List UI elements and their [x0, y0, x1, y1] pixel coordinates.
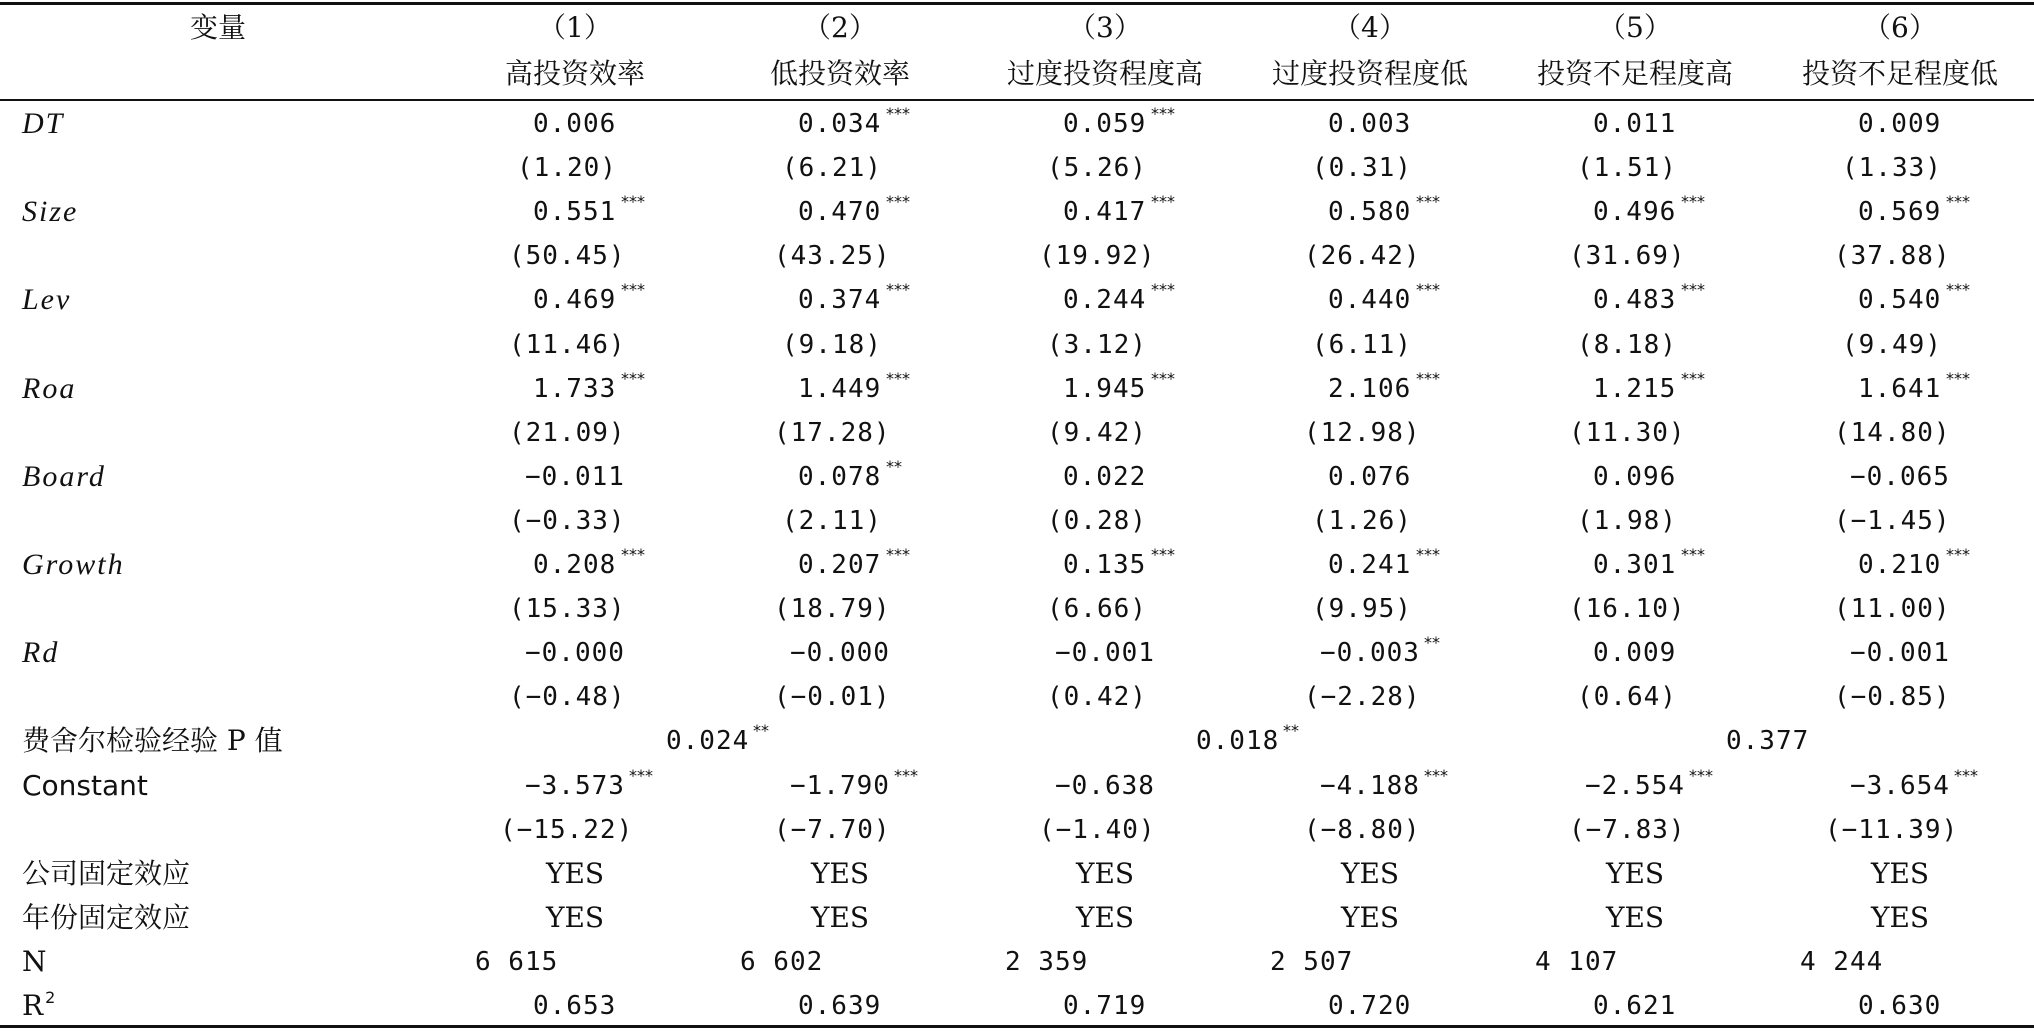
coef-board-4: 0.076 — [1328, 461, 1412, 492]
coef-growth-6: 0.210 — [1858, 550, 1942, 580]
variable-name-growth: Growth — [22, 548, 125, 581]
r-squared-value-4: 0.720 — [1328, 991, 1412, 1021]
tstat-size-2: (43.25) — [774, 241, 891, 272]
fixed-effect-2-col-4: YES — [1341, 900, 1400, 934]
coef-constant-1: −3.573 — [525, 770, 625, 801]
variable-name-roa: Roa — [22, 371, 77, 405]
tstat-roa-3: (9.42) — [1047, 417, 1147, 448]
coef-board-2: 0.078 — [798, 461, 882, 492]
coef-rd-1: −0.000 — [525, 638, 625, 669]
coef-dt-4: 0.003 — [1328, 109, 1412, 139]
coef-size-6: 0.569 — [1858, 197, 1942, 228]
coef-lev-1-significance-stars: *** — [621, 280, 645, 300]
tstat-growth-5: (16.10) — [1569, 594, 1686, 625]
coef-size-4: 0.580 — [1328, 197, 1412, 228]
column-label-1: 高投资效率 — [505, 57, 646, 90]
variable-name-lev: Lev — [22, 283, 72, 317]
coef-dt-3: 0.059 — [1063, 109, 1147, 139]
coef-roa-2: 1.449 — [798, 373, 882, 404]
tstat-rd-6: (−0.85) — [1834, 682, 1951, 713]
coef-growth-4-significance-stars: *** — [1416, 545, 1440, 564]
coef-lev-3-significance-stars: *** — [1151, 280, 1175, 300]
coef-roa-3: 1.945 — [1063, 373, 1147, 404]
r-squared-value-2: 0.639 — [798, 991, 882, 1021]
tstat-rd-5: (0.64) — [1577, 682, 1677, 713]
coef-constant-2: −1.790 — [790, 770, 890, 801]
variable-name-rd: Rd — [22, 636, 60, 670]
coef-board-3: 0.022 — [1063, 461, 1147, 492]
n-value-3: 2 359 — [1005, 946, 1089, 977]
column-number-4: （4） — [1333, 11, 1407, 44]
coef-growth-5: 0.301 — [1593, 550, 1677, 580]
coef-roa-4: 2.106 — [1328, 373, 1412, 404]
coef-constant-4: −4.188 — [1320, 770, 1420, 801]
tstat-roa-4: (12.98) — [1304, 417, 1421, 448]
tstat-constant-3: (−1.40) — [1039, 814, 1156, 845]
column-number-1: （1） — [538, 11, 612, 44]
tstat-size-5: (31.69) — [1569, 241, 1686, 272]
coef-lev-2-significance-stars: *** — [886, 280, 910, 300]
fixed-effect-1-col-1: YES — [546, 856, 605, 890]
coef-roa-6: 1.641 — [1858, 373, 1942, 404]
coef-growth-2-significance-stars: *** — [886, 545, 910, 564]
tstat-roa-5: (11.30) — [1569, 417, 1686, 448]
fixed-effect-2-col-1: YES — [546, 900, 605, 934]
column-label-3: 过度投资程度高 — [1007, 57, 1204, 90]
tstat-board-4: (1.26) — [1312, 505, 1412, 536]
fixed-effect-1-col-3: YES — [1076, 856, 1135, 890]
tstat-board-6: (−1.45) — [1834, 505, 1951, 536]
tstat-size-3: (19.92) — [1039, 241, 1156, 272]
r-squared-superscript: 2 — [45, 988, 56, 1007]
fixed-effect-label-2: 年份固定效应 — [22, 900, 191, 934]
tstat-size-4: (26.42) — [1304, 241, 1421, 272]
variable-name-board: Board — [22, 459, 106, 493]
coef-growth-1-significance-stars: *** — [621, 545, 645, 564]
coef-rd-6: −0.001 — [1850, 638, 1950, 669]
fixed-effect-2-col-2: YES — [811, 900, 870, 934]
coef-rd-3: −0.001 — [1055, 638, 1155, 669]
coef-growth-5-significance-stars: *** — [1681, 545, 1705, 564]
r-squared-value-1: 0.653 — [533, 991, 617, 1021]
r-squared-value-3: 0.719 — [1063, 991, 1147, 1021]
coef-roa-5-significance-stars: *** — [1681, 368, 1705, 388]
fisher-p-value-1: 0.024 — [666, 726, 750, 757]
tstat-growth-6: (11.00) — [1834, 594, 1951, 625]
column-label-4: 过度投资程度低 — [1272, 57, 1469, 90]
table-header-rule — [0, 99, 2034, 101]
coef-constant-1-significance-stars: *** — [629, 765, 653, 785]
fixed-effect-2-col-3: YES — [1076, 900, 1135, 934]
coef-size-2-significance-stars: *** — [886, 192, 910, 212]
tstat-constant-5: (−7.83) — [1569, 814, 1686, 845]
coef-constant-4-significance-stars: *** — [1424, 765, 1448, 785]
r-squared-value-5: 0.621 — [1593, 991, 1677, 1021]
fixed-effect-2-col-5: YES — [1606, 900, 1665, 934]
coef-constant-6: −3.654 — [1850, 770, 1950, 801]
fixed-effect-label-1: 公司固定效应 — [22, 856, 191, 890]
column-number-3: （3） — [1068, 11, 1142, 44]
tstat-lev-1: (11.46) — [509, 329, 626, 360]
coef-dt-5: 0.011 — [1593, 109, 1677, 139]
coef-rd-5: 0.009 — [1593, 638, 1677, 669]
coef-size-1-significance-stars: *** — [621, 192, 645, 212]
variable-name-dt: DT — [22, 107, 65, 140]
variable-header: 变量 — [190, 11, 247, 44]
tstat-rd-4: (−2.28) — [1304, 682, 1421, 713]
fisher-p-value-1-significance-stars: ** — [753, 721, 769, 741]
coef-constant-5-significance-stars: *** — [1689, 765, 1713, 785]
variable-name-size: Size — [22, 195, 79, 229]
coef-growth-4: 0.241 — [1328, 550, 1412, 580]
coef-lev-5: 0.483 — [1593, 285, 1677, 316]
table-bottom-rule — [0, 1025, 2034, 1028]
coef-growth-6-significance-stars: *** — [1946, 545, 1970, 564]
coef-size-4-significance-stars: *** — [1416, 192, 1440, 212]
constant-label: Constant — [22, 768, 148, 802]
coef-constant-3: −0.638 — [1055, 770, 1155, 801]
tstat-lev-5: (8.18) — [1577, 329, 1677, 360]
tstat-dt-1: (1.20) — [517, 153, 617, 184]
fisher-p-value-2: 0.018 — [1196, 726, 1280, 757]
fixed-effect-1-col-5: YES — [1606, 856, 1665, 890]
tstat-board-1: (−0.33) — [509, 505, 626, 536]
coef-rd-4: −0.003 — [1320, 638, 1420, 669]
coef-lev-6: 0.540 — [1858, 285, 1942, 316]
coef-lev-1: 0.469 — [533, 285, 617, 316]
tstat-roa-1: (21.09) — [509, 417, 626, 448]
coef-lev-5-significance-stars: *** — [1681, 280, 1705, 300]
n-label: N — [22, 944, 47, 978]
tstat-board-5: (1.98) — [1577, 505, 1677, 536]
coef-size-3-significance-stars: *** — [1151, 192, 1175, 212]
coef-size-5-significance-stars: *** — [1681, 192, 1705, 212]
coef-constant-6-significance-stars: *** — [1954, 765, 1978, 785]
coef-rd-2: −0.000 — [790, 638, 890, 669]
coef-growth-1: 0.208 — [533, 550, 617, 580]
coef-dt-6: 0.009 — [1858, 109, 1942, 139]
coef-roa-5: 1.215 — [1593, 373, 1677, 404]
coef-board-6: −0.065 — [1850, 461, 1950, 492]
n-value-1: 6 615 — [475, 946, 559, 977]
column-number-6: （6） — [1863, 11, 1937, 44]
coef-board-5: 0.096 — [1593, 461, 1677, 492]
coef-roa-3-significance-stars: *** — [1151, 368, 1175, 388]
tstat-growth-4: (9.95) — [1312, 594, 1412, 625]
coef-dt-1: 0.006 — [533, 109, 617, 139]
coef-lev-2: 0.374 — [798, 285, 882, 316]
fisher-test-label: 费舍尔检验经验 P 值 — [22, 724, 283, 758]
coef-lev-4: 0.440 — [1328, 285, 1412, 316]
fixed-effect-1-col-6: YES — [1871, 856, 1930, 890]
fisher-p-value-3: 0.377 — [1726, 726, 1810, 757]
coef-board-2-significance-stars: ** — [886, 456, 902, 476]
column-label-6: 投资不足程度低 — [1802, 57, 1999, 90]
coef-size-6-significance-stars: *** — [1946, 192, 1970, 212]
n-value-2: 6 602 — [740, 946, 824, 977]
tstat-lev-2: (9.18) — [782, 329, 882, 360]
n-value-4: 2 507 — [1270, 946, 1354, 977]
tstat-dt-4: (0.31) — [1312, 153, 1412, 184]
coef-size-3: 0.417 — [1063, 197, 1147, 228]
tstat-growth-3: (6.66) — [1047, 594, 1147, 625]
tstat-constant-1: (−15.22) — [500, 814, 634, 845]
coef-roa-4-significance-stars: *** — [1416, 368, 1440, 388]
tstat-board-2: (2.11) — [782, 505, 882, 536]
coef-constant-5: −2.554 — [1585, 770, 1685, 801]
coef-dt-2: 0.034 — [798, 109, 882, 139]
tstat-rd-2: (−0.01) — [774, 682, 891, 713]
coef-roa-1-significance-stars: *** — [621, 368, 645, 388]
n-value-6: 4 244 — [1800, 946, 1884, 977]
tstat-size-1: (50.45) — [509, 241, 626, 272]
coef-growth-3: 0.135 — [1063, 550, 1147, 580]
coef-lev-6-significance-stars: *** — [1946, 280, 1970, 300]
tstat-growth-1: (15.33) — [509, 594, 626, 625]
coef-dt-2-significance-stars: *** — [886, 104, 910, 123]
r-squared-value-6: 0.630 — [1858, 991, 1942, 1021]
coef-dt-3-significance-stars: *** — [1151, 104, 1175, 123]
tstat-dt-3: (5.26) — [1047, 153, 1147, 184]
coef-roa-2-significance-stars: *** — [886, 368, 910, 388]
coef-roa-6-significance-stars: *** — [1946, 368, 1970, 388]
coef-board-1: −0.011 — [525, 461, 625, 492]
fixed-effect-2-col-6: YES — [1871, 900, 1930, 934]
tstat-constant-4: (−8.80) — [1304, 814, 1421, 845]
coef-constant-2-significance-stars: *** — [894, 765, 918, 785]
column-label-5: 投资不足程度高 — [1537, 57, 1734, 90]
coef-lev-3: 0.244 — [1063, 285, 1147, 316]
coef-lev-4-significance-stars: *** — [1416, 280, 1440, 300]
tstat-rd-3: (0.42) — [1047, 682, 1147, 713]
tstat-roa-6: (14.80) — [1834, 417, 1951, 448]
column-number-5: （5） — [1598, 11, 1672, 44]
coef-growth-2: 0.207 — [798, 550, 882, 580]
coef-size-5: 0.496 — [1593, 197, 1677, 228]
tstat-dt-2: (6.21) — [782, 153, 882, 184]
tstat-growth-2: (18.79) — [774, 594, 891, 625]
tstat-roa-2: (17.28) — [774, 417, 891, 448]
tstat-lev-3: (3.12) — [1047, 329, 1147, 360]
tstat-dt-6: (1.33) — [1842, 153, 1942, 184]
tstat-rd-1: (−0.48) — [509, 682, 626, 713]
coef-rd-4-significance-stars: ** — [1424, 633, 1440, 653]
tstat-board-3: (0.28) — [1047, 505, 1147, 536]
tstat-lev-4: (6.11) — [1312, 329, 1412, 360]
column-label-2: 低投资效率 — [770, 57, 911, 90]
coef-size-2: 0.470 — [798, 197, 882, 228]
coef-roa-1: 1.733 — [533, 373, 617, 404]
table-top-rule — [0, 2, 2034, 5]
tstat-constant-6: (−11.39) — [1825, 814, 1959, 845]
coef-growth-3-significance-stars: *** — [1151, 545, 1175, 564]
column-number-2: （2） — [803, 11, 877, 44]
tstat-constant-2: (−7.70) — [774, 814, 891, 845]
tstat-size-6: (37.88) — [1834, 241, 1951, 272]
fixed-effect-1-col-2: YES — [811, 856, 870, 890]
fixed-effect-1-col-4: YES — [1341, 856, 1400, 890]
coef-size-1: 0.551 — [533, 197, 617, 228]
r-squared-label: R — [22, 989, 44, 1022]
tstat-dt-5: (1.51) — [1577, 153, 1677, 184]
tstat-lev-6: (9.49) — [1842, 329, 1942, 360]
fisher-p-value-2-significance-stars: ** — [1283, 721, 1299, 741]
n-value-5: 4 107 — [1535, 946, 1619, 977]
